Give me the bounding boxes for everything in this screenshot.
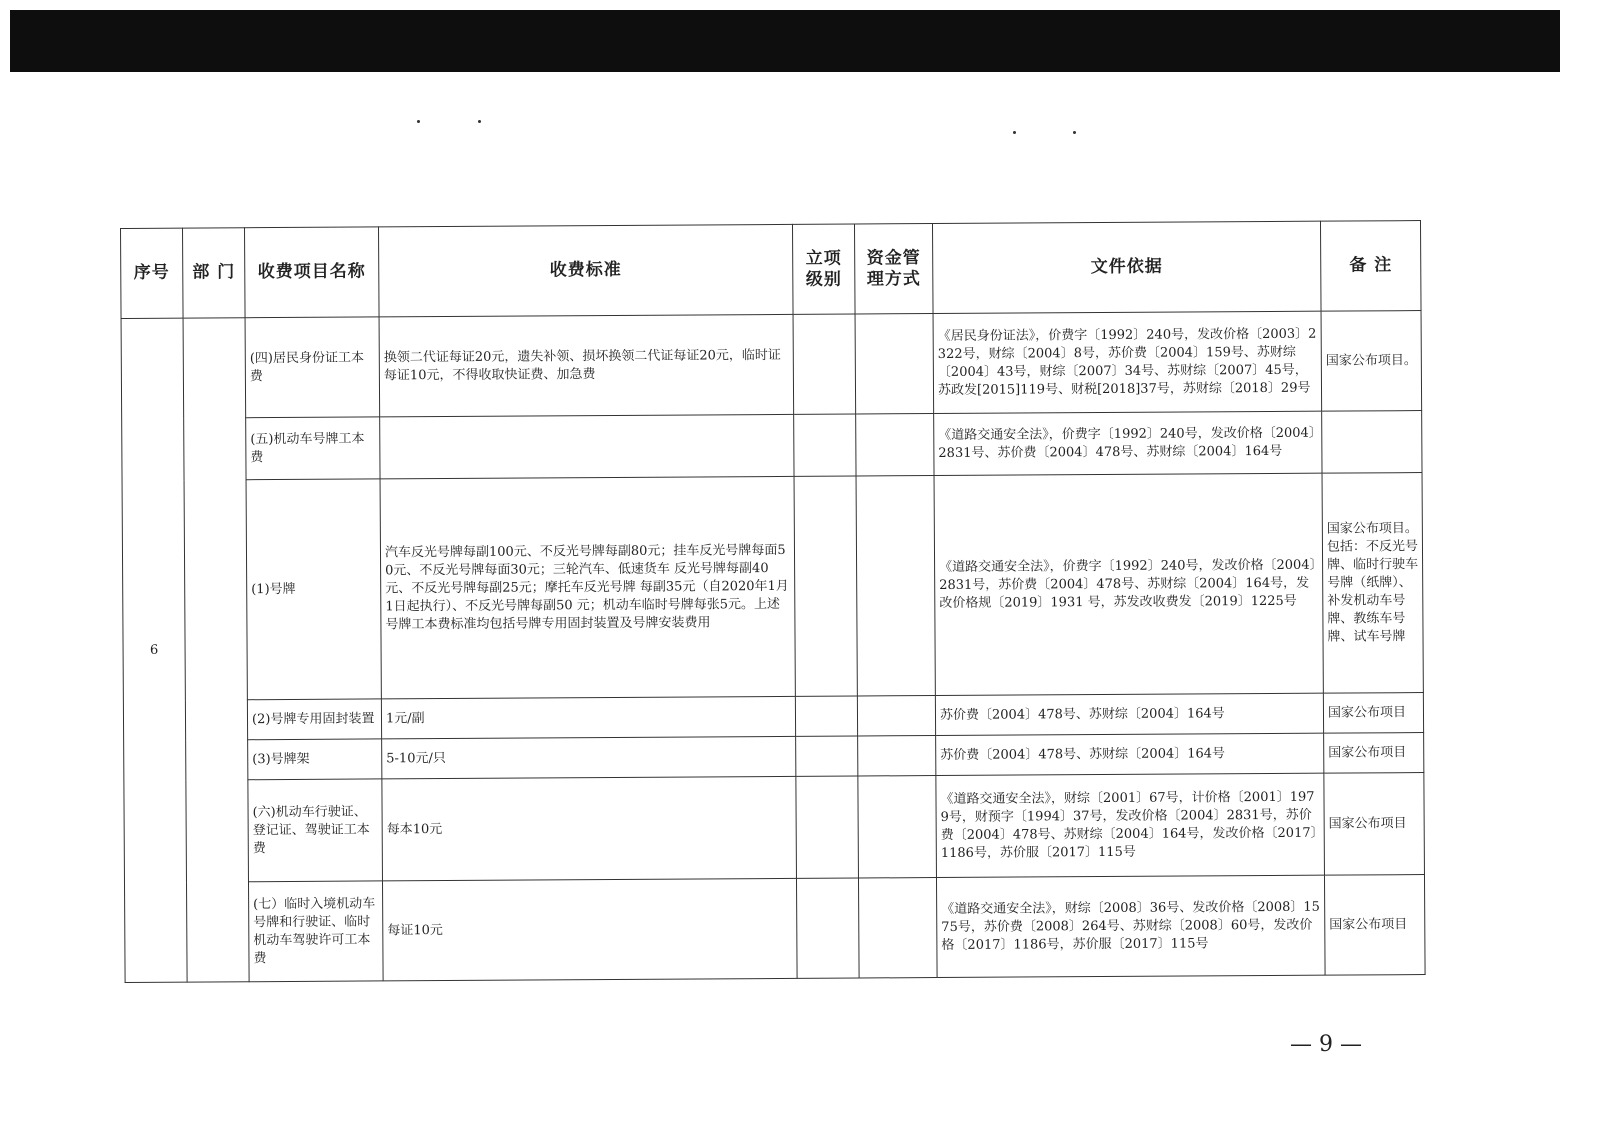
item-cell: (四)居民身份证工本费 [245,317,380,418]
basis-cell: 《道路交通安全法》，价费字〔1992〕240号，发改价格〔2004〕2831号、苏价费〔2004〕478号、苏财综〔2004〕164号 [934,411,1322,475]
header-seq: 序号 [121,228,184,318]
level-cell [796,736,858,776]
fund-cell [858,776,937,878]
item-cell: (六)机动车行驶证、登记证、驾驶证工本费 [248,779,383,882]
level-cell [796,776,859,878]
standard-cell: 换领二代证每证20元，遗失补领、损坏换领二代证每证20元，临时证每证10元，不得收取快证费、加急费 [379,314,794,417]
header-dept: 部 门 [183,228,246,318]
scan-speck [1013,131,1016,134]
standard-cell: 每证10元 [382,878,797,981]
item-cell: (3)号牌架 [248,739,382,780]
item-cell: (2)号牌专用固封装置 [247,699,381,740]
item-cell: (五)机动车号牌工本费 [246,417,380,480]
table-row [124,875,1425,983]
basis-cell: 《道路交通安全法》，财综〔2008〕36号、发改价格〔2008〕1575号，苏价费〔2008〕264号、苏财综〔2008〕60号，发改价格〔2017〕1186号，苏价服〔2017〕115号 [936,875,1325,977]
note-cell: 国家公布项目 [1324,733,1424,774]
standard-cell: 5-10元/只 [382,736,796,779]
standard-cell: 汽车反光号牌每副100元、不反光号牌每副80元；挂车反光号牌每面50元、不反光号牌每面30元；三轮汽车、低速货车 反光号牌每副40元、不反光号牌每副25元；摩托车反光号牌 每副35元（自2020年1月1日起执行）、不反光号牌每副50 元；机动车临时号牌每张5元。上述号牌工本费标准均包括号牌专用固封装置及号牌安装费用 [380,476,795,699]
basis-cell: 苏价费〔2004〕478号、苏财综〔2004〕164号 [936,733,1324,775]
table-row [124,773,1425,883]
header-fund: 资金管理方式 [854,224,933,314]
dept-cell [183,318,249,982]
header-level: 立项级别 [792,224,855,314]
fund-cell [856,476,935,696]
scan-speck [417,120,420,123]
note-cell: 国家公布项目 [1324,875,1425,976]
header-standard: 收费标准 [378,224,793,317]
fee-table [120,220,1426,983]
level-cell [794,414,856,476]
header-row [121,221,1422,319]
table-row [121,311,1422,419]
table-row [122,411,1422,481]
fund-cell [856,414,934,476]
page-number: — 9 — [1290,1032,1362,1057]
basis-cell: 苏价费〔2004〕478号、苏财综〔2004〕164号 [935,693,1323,735]
note-cell: 国家公布项目。 [1321,311,1422,412]
fund-cell [855,314,934,414]
basis-cell: 《道路交通安全法》，价费字〔1992〕240号，发改价格〔2004〕2831号，苏价费〔2004〕478号、苏财综〔2004〕164号，发改价格规〔2019〕1931 号，苏发改收费发〔2019〕1225号 [934,473,1323,695]
level-cell [796,878,859,978]
note-cell: 国家公布项目。包括：不反光号牌、临时行驶车号牌（纸牌）、补发机动车号牌、教练车号牌、试车号牌 [1322,473,1423,694]
scan-top-border [10,10,1560,72]
note-cell: 国家公布项目 [1324,773,1425,876]
item-cell: (1)号牌 [246,479,381,700]
header-note: 备 注 [1320,221,1421,312]
item-cell: (七）临时入境机动车号牌和行驶证、临时机动车驾驶许可工本费 [248,881,383,982]
table-row [122,473,1423,701]
fund-cell [858,736,936,776]
basis-cell: 《道路交通安全法》，财综〔2001〕67号，计价格〔2001〕1979号，财预字〔1994〕37号，发改价格〔2004〕2831号，苏价费〔2004〕478号、苏财综〔2004〕164号，发改价格〔2017〕1186号，苏价服〔2017〕115号 [936,773,1325,877]
scan-speck [478,120,481,123]
level-cell [794,476,857,696]
seq-cell: 6 [121,318,187,982]
standard-cell [380,414,794,479]
note-cell [1322,411,1422,474]
standard-cell: 每本10元 [382,776,797,881]
level-cell [795,696,857,736]
basis-cell: 《居民身份证法》，价费字〔1992〕240号，发改价格〔2003〕2322号，财综〔2004〕8号，苏价费〔2004〕159号、苏财综〔2004〕43号，财综〔2007〕34号、苏财综〔2007〕45号，苏政发[2015]119号、财税[2018]37号，苏财综〔2018〕29号 [933,311,1322,413]
header-item: 收费项目名称 [245,227,380,318]
fund-cell [857,696,935,736]
fund-cell [858,878,937,978]
standard-cell: 1元/副 [381,696,795,739]
header-basis: 文件依据 [932,221,1321,313]
level-cell [793,314,856,414]
note-cell: 国家公布项目 [1323,693,1423,734]
scan-speck [1073,131,1076,134]
